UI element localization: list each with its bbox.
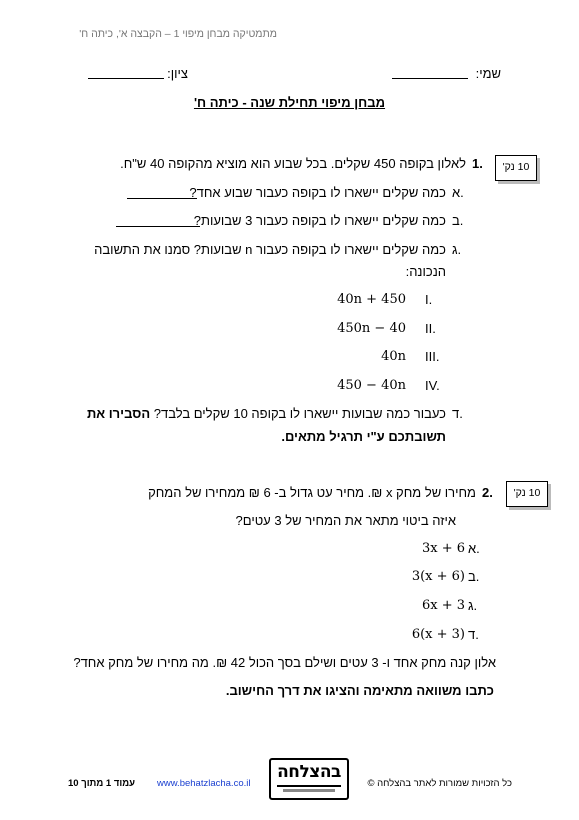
q1-points-box: 10 נק': [495, 155, 537, 181]
q1-c-text-1: כמה שקלים יישארו לו בקופה כעבור n שבועות? סמנו את התשובה: [94, 242, 446, 257]
q1-d-text: [87, 406, 446, 421]
q2-bold-instruction: כתבו משוואה מתאימה והציגו את דרך החישוב.: [225, 683, 494, 698]
logo-tagline-bar: [283, 789, 335, 792]
q2-option-letter: ג.: [468, 598, 478, 613]
q1-option-roman: II.: [425, 321, 436, 336]
q1-c-letter: ג.: [452, 242, 462, 257]
q1-option-expr[interactable]: 450 − 40n: [337, 378, 406, 393]
q2-option-expr[interactable]: 6x + 3: [421, 598, 465, 613]
document-header: מתמטיקה מבחן מיפוי 1 – הקבצה א', כיתה ח': [79, 28, 277, 40]
q1-a-answer-line[interactable]: [127, 198, 197, 199]
q2-option-expr[interactable]: 3(x + 6): [411, 569, 465, 584]
q1-option-expr[interactable]: 450n − 40: [337, 321, 406, 336]
q2-text-2: אלון קנה מחק אחד ו- 3 עטים ושילם בסך הכול 42 ₪. מה מחירו של מחק אחד?: [73, 655, 496, 670]
logo-underline: [277, 785, 341, 787]
page-title: מבחן מיפוי תחילת שנה - כיתה ח': [193, 95, 386, 110]
grade-label: ציון:: [167, 66, 188, 81]
q2-option-letter: ב.: [468, 569, 480, 584]
q1-b-answer-line[interactable]: [116, 226, 200, 227]
name-field-line[interactable]: [392, 78, 468, 79]
q2-question: איזה ביטוי מתאר את המחיר של 3 עטים?: [235, 513, 456, 528]
logo-text: בהצלחה: [277, 762, 341, 782]
q1-d-letter: ד.: [452, 406, 463, 421]
brand-logo: [269, 758, 349, 800]
q1-option-expr[interactable]: 40n: [381, 349, 406, 364]
page-number: עמוד 1 מתוך 10: [68, 778, 136, 789]
q1-d-text-bold: הסבירו את: [86, 406, 151, 421]
q1-a-letter: א.: [452, 185, 464, 200]
q2-number: 2.: [482, 485, 493, 500]
q2-points-box: 10 נק': [506, 481, 548, 507]
q1-text: לאלון בקופה 450 שקלים. בכל שבוע הוא מוציא מהקופה 40 ש"ח.: [120, 156, 466, 171]
website-link[interactable]: www.behatzlacha.co.il: [157, 778, 251, 789]
q2-option-letter: א.: [468, 541, 480, 556]
q1-d-text-bold-2: תשובתכם ע"י תרגיל מתאים.: [281, 429, 446, 444]
footer-rights: כל הזכויות שמורות לאתר בהצלחה ©: [367, 778, 512, 789]
q1-option-roman: III.: [425, 349, 440, 364]
q1-b-text: כמה שקלים יישארו לו בקופה כעבור 3 שבועות?: [193, 213, 446, 228]
q1-option-expr[interactable]: 40n + 450: [337, 292, 406, 307]
name-label: שמי:: [475, 66, 501, 81]
q2-option-letter: ד.: [468, 627, 479, 642]
q2-option-expr[interactable]: 3x + 6: [421, 541, 465, 556]
grade-field-line[interactable]: [88, 78, 164, 79]
q1-option-roman: IV.: [425, 378, 440, 393]
q1-number: 1.: [472, 156, 483, 171]
q1-d-text-plain: כעבור כמה שבועות יישארו לו בקופה 10 שקלים בלבד?: [153, 406, 446, 421]
q1-option-roman: I.: [425, 292, 433, 307]
q1-b-letter: ב.: [452, 213, 464, 228]
q2-option-expr[interactable]: 6(x + 3): [411, 627, 465, 642]
q2-text: מחירו של מחק x ₪. מחיר עט גדול ב- 6 ₪ ממחירו של המחק: [148, 485, 476, 500]
q1-a-text: כמה שקלים יישארו לו בקופה כעבור שבוע אחד?: [189, 185, 446, 200]
q1-c-text-2: הנכונה:: [405, 264, 446, 279]
